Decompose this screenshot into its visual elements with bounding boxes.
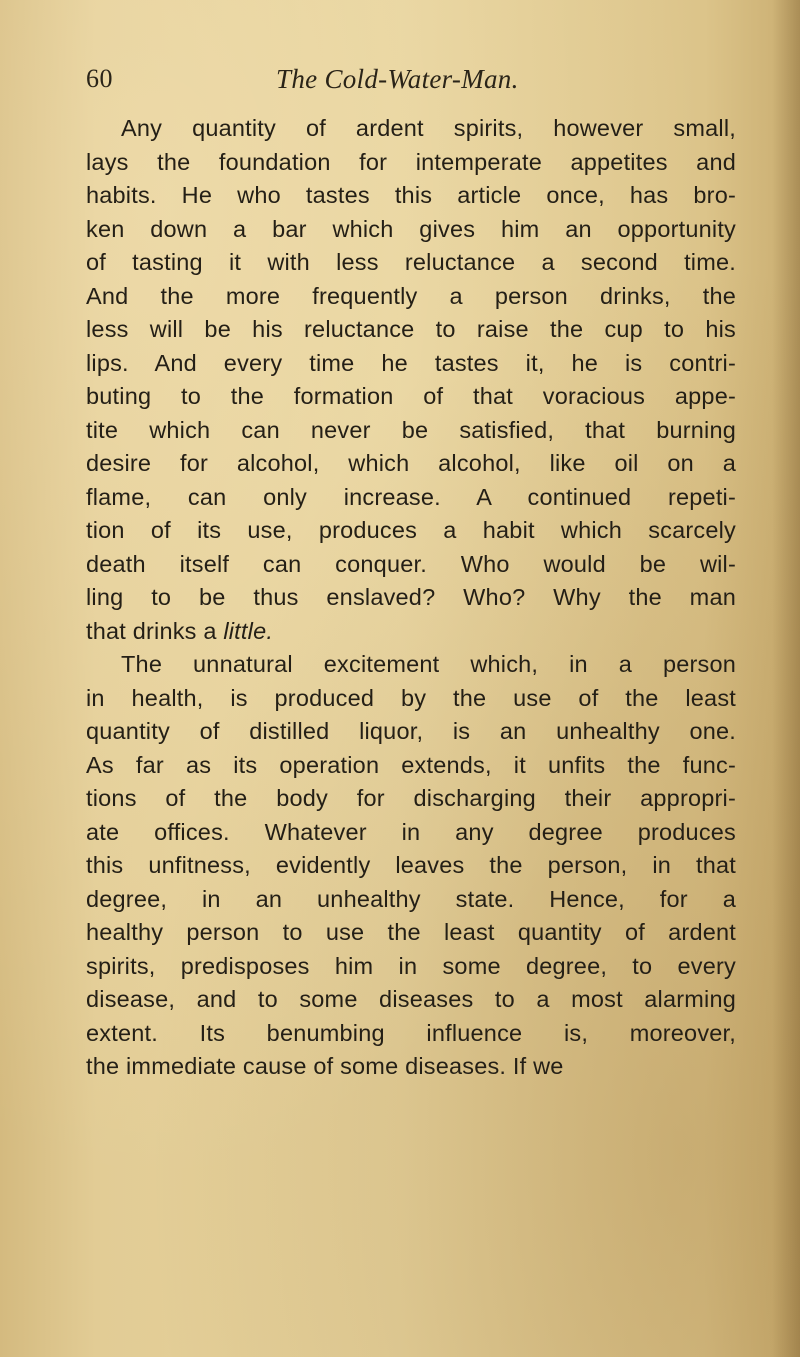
closing-line-prefix: that drinks a bbox=[86, 617, 224, 644]
text-line: ken down a bar which gives him an opportunity bbox=[86, 215, 736, 242]
text-line: spirits, predisposes him in some degree, to every bbox=[86, 952, 736, 979]
text-line: lays the foundation for intemperate appetites and bbox=[86, 148, 736, 175]
running-head bbox=[86, 62, 726, 102]
text-line: And the more frequently a person drinks, the bbox=[86, 282, 736, 309]
text-line: the immediate cause of some diseases. If we bbox=[86, 1053, 564, 1079]
text-line: less will be his reluctance to raise the cup to his bbox=[86, 316, 736, 342]
text-line: As far as its operation extends, it unfits the func- bbox=[86, 751, 736, 778]
text-line: extent. Its benumbing influence is, moreover, bbox=[86, 1019, 736, 1046]
text-line: The unnatural excitement which, in a person bbox=[121, 651, 736, 677]
text-line: desire for alcohol, which alcohol, like oil on a bbox=[86, 450, 736, 476]
text-line: healthy person to use the least quantity of ardent bbox=[86, 919, 736, 945]
text-line: Any quantity of ardent spirits, however small, bbox=[121, 115, 736, 141]
text-line: death itself can conquer. Who would be wil- bbox=[86, 550, 736, 577]
text-line: degree, in an unhealthy state. Hence, for a bbox=[86, 885, 736, 912]
text-line: ling to be thus enslaved? Who? Why the man bbox=[86, 584, 736, 610]
text-line: quantity of distilled liquor, is an unhealthy one. bbox=[86, 718, 736, 744]
page-number: 60 bbox=[86, 64, 113, 93]
text-line: this unfitness, evidently leaves the person, in that bbox=[86, 852, 736, 878]
text-line: tions of the body for discharging their appropri- bbox=[86, 785, 736, 811]
text-line-closing bbox=[86, 615, 736, 649]
text-line: habits. He who tastes this article once, has bro- bbox=[86, 182, 736, 208]
text-line: disease, and to some diseases to a most alarming bbox=[86, 986, 736, 1012]
text-line: lips. And every time he tastes it, he is contri- bbox=[86, 349, 736, 376]
text-line: tion of its use, produces a habit which scarcely bbox=[86, 517, 736, 543]
text-line: flame, can only increase. A continued repeti- bbox=[86, 483, 736, 510]
text-line: of tasting it with less reluctance a second time. bbox=[86, 249, 736, 275]
text-line: in health, is produced by the use of the least bbox=[86, 684, 736, 711]
running-title: The Cold-Water-Man. bbox=[276, 64, 519, 94]
text-line: tite which can never be satisfied, that burning bbox=[86, 416, 736, 443]
text-line: ate offices. Whatever in any degree produces bbox=[86, 818, 736, 845]
closing-line-italic-word: little. bbox=[223, 617, 274, 644]
text-line: buting to the formation of that voracious appe- bbox=[86, 383, 736, 409]
page-edge-shadow bbox=[772, 0, 800, 1357]
body-text bbox=[86, 112, 736, 1084]
